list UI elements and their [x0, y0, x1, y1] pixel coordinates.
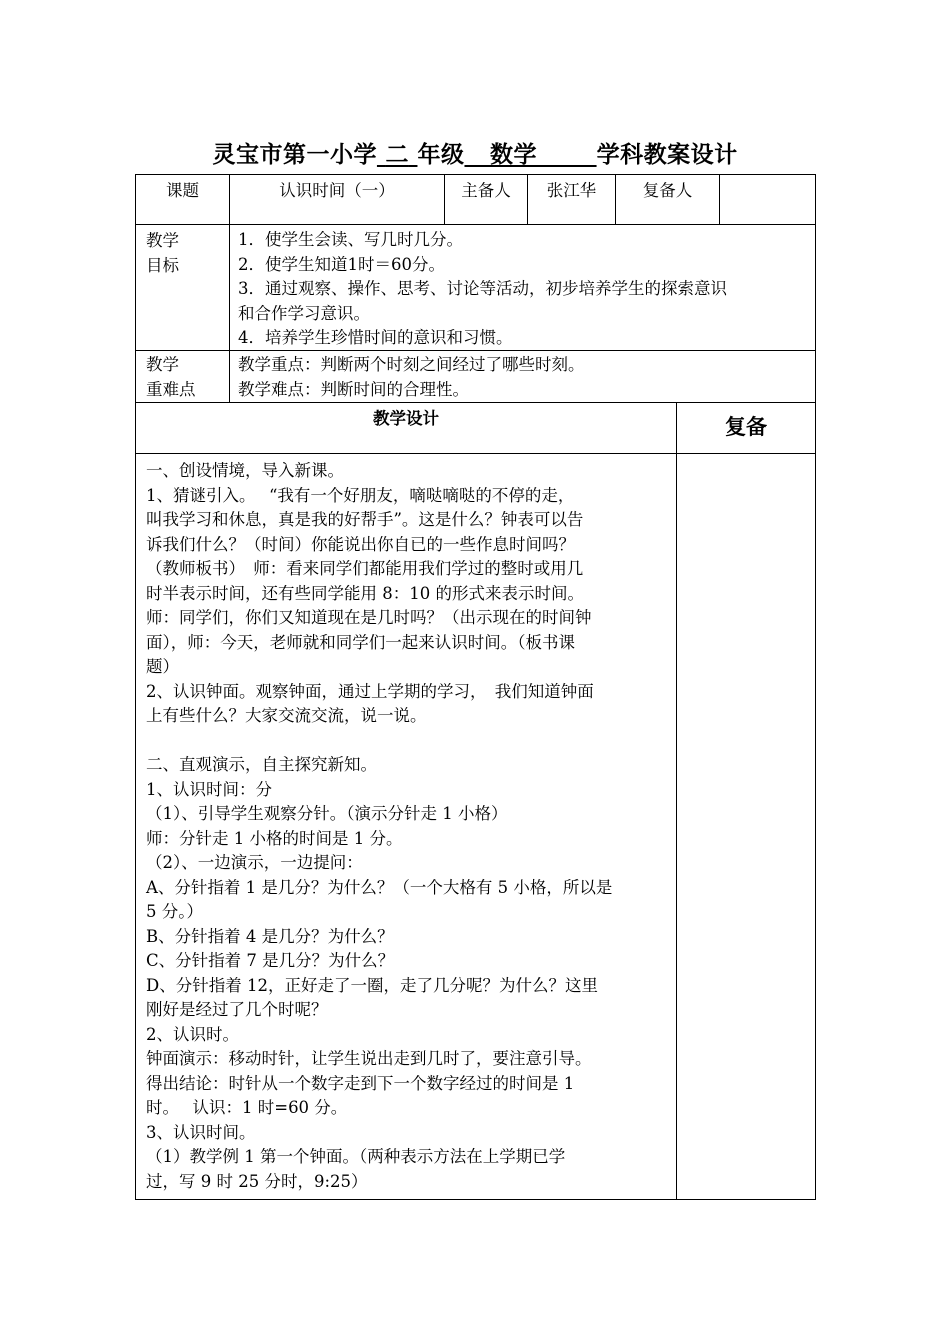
design-line: 面），师：今天，老师就和同学们一起来认识时间。（板书课	[146, 632, 575, 652]
design-line: 过，写 9 时 25 分时，9:25）	[146, 1171, 368, 1191]
design-line: 时。 认识：1 时=60 分。	[146, 1098, 348, 1117]
design-line: 上有些什么？大家交流交流，说一说。	[146, 706, 427, 725]
design-line: 钟面演示：移动时针，让学生说出走到几时了，要注意引导。	[146, 1049, 592, 1068]
design-line: 2、认识钟面。观察钟面，通过上学期的学习， 我们知道钟面	[146, 681, 594, 701]
title-grade: 二	[385, 142, 409, 168]
key-points-label	[136, 351, 230, 402]
page-title	[0, 136, 950, 169]
goals-row	[135, 224, 816, 351]
design-line: 诉我们什么？（时间）你能说出你自已的一些作息时间吗？	[146, 534, 575, 554]
design-body	[135, 453, 677, 1200]
design-line-blank	[146, 729, 670, 754]
goal-line: 1．使学生会读、写几时几分。	[238, 230, 463, 249]
goals-body	[230, 225, 815, 350]
key-point-line: 教学重点：判断两个时刻之间经过了哪些时刻。	[238, 355, 585, 374]
design-header: 教学设计	[373, 409, 439, 428]
design-line: A、分针指着 1 是几分？为什么？（一个大格有 5 小格，所以是	[146, 877, 613, 897]
design-line: 3、认识时间。	[146, 1122, 256, 1142]
key-point-line: 教学难点：判断时间的合理性。	[238, 379, 469, 399]
design-line: （2）、一边演示，一边提问：	[146, 853, 363, 872]
goals-label-line: 教学	[146, 231, 179, 250]
design-line: D、分针指着 12，正好走了一圈，走了几分呢？为什么？这里	[146, 975, 598, 995]
lead-label: 主备人	[445, 175, 528, 224]
review-header: 复备	[725, 415, 767, 439]
design-line: 师：分针走 1 小格的时间是 1 分。	[146, 828, 403, 848]
design-line: B、分针指着 4 是几分？为什么？	[146, 926, 394, 946]
design-line: 5 分。）	[146, 902, 203, 921]
key-points-label-line: 教学	[146, 355, 179, 374]
design-line: 一、创设情境，导入新课。	[146, 461, 344, 480]
topic-label: 课题	[136, 175, 230, 224]
design-line: 1、认识时间：分	[146, 779, 272, 799]
design-line: 叫我学习和休息，真是我的好帮手”。这是什么？钟表可以告	[146, 510, 584, 529]
goal-line: 2．使学生知道1时＝60分。	[238, 254, 445, 274]
design-line: 二、直观演示，自主探究新知。	[146, 755, 377, 774]
review-header-cell	[676, 402, 816, 454]
lead-value: 张江华	[528, 175, 616, 224]
design-line: （教师板书） 师：看来同学们都能用我们学过的整时或用几	[146, 559, 584, 578]
co-label: 复备人	[616, 175, 720, 224]
design-line: 得出结论：时针从一个数字走到下一个数字经过的时间是 1	[146, 1073, 575, 1093]
design-line: 时半表示时间，还有些同学能用 8：10 的形式来表示时间。	[146, 583, 584, 603]
design-line: 师：同学们，你们又知道现在是几时吗？（出示现在的时间钟	[146, 608, 592, 627]
design-line: 2、认识时。	[146, 1024, 239, 1044]
design-line: 题）	[146, 657, 179, 676]
goals-label-line: 目标	[146, 255, 179, 275]
design-line: C、分针指着 7 是几分？为什么？	[146, 951, 395, 970]
topic-value: 认识时间（一）	[230, 175, 445, 224]
key-points-label-line: 重难点	[146, 379, 196, 399]
design-line: 1、猜谜引入。 “我有一个好朋友，嘀哒嘀哒的不停的走，	[146, 485, 575, 505]
co-value	[720, 175, 817, 224]
key-points-body	[230, 351, 815, 402]
title-subject: 数学	[490, 142, 537, 168]
goal-line: 和合作学习意识。	[238, 303, 370, 323]
header-row	[135, 174, 816, 225]
review-body	[676, 453, 816, 1200]
goal-line: 3．通过观察、操作、思考、讨论等活动，初步培养学生的探索意识	[238, 279, 727, 298]
title-suffix: 学科教案设计	[596, 142, 738, 168]
key-points-row	[135, 350, 816, 403]
title-school: 灵宝市第一小学	[212, 142, 377, 168]
goals-label	[136, 225, 230, 350]
design-line: 刚好是经过了几个时呢？	[146, 1000, 328, 1019]
design-line: （1）教学例 1 第一个钟面。（两种表示方法在上学期已学	[146, 1147, 566, 1166]
title-grade-suffix: 年级	[417, 142, 465, 168]
design-line: （1）、引导学生观察分针。（演示分针走 1 小格）	[146, 804, 508, 823]
goal-line: 4．培养学生珍惜时间的意识和习惯。	[238, 328, 513, 347]
design-header-cell	[135, 402, 677, 454]
